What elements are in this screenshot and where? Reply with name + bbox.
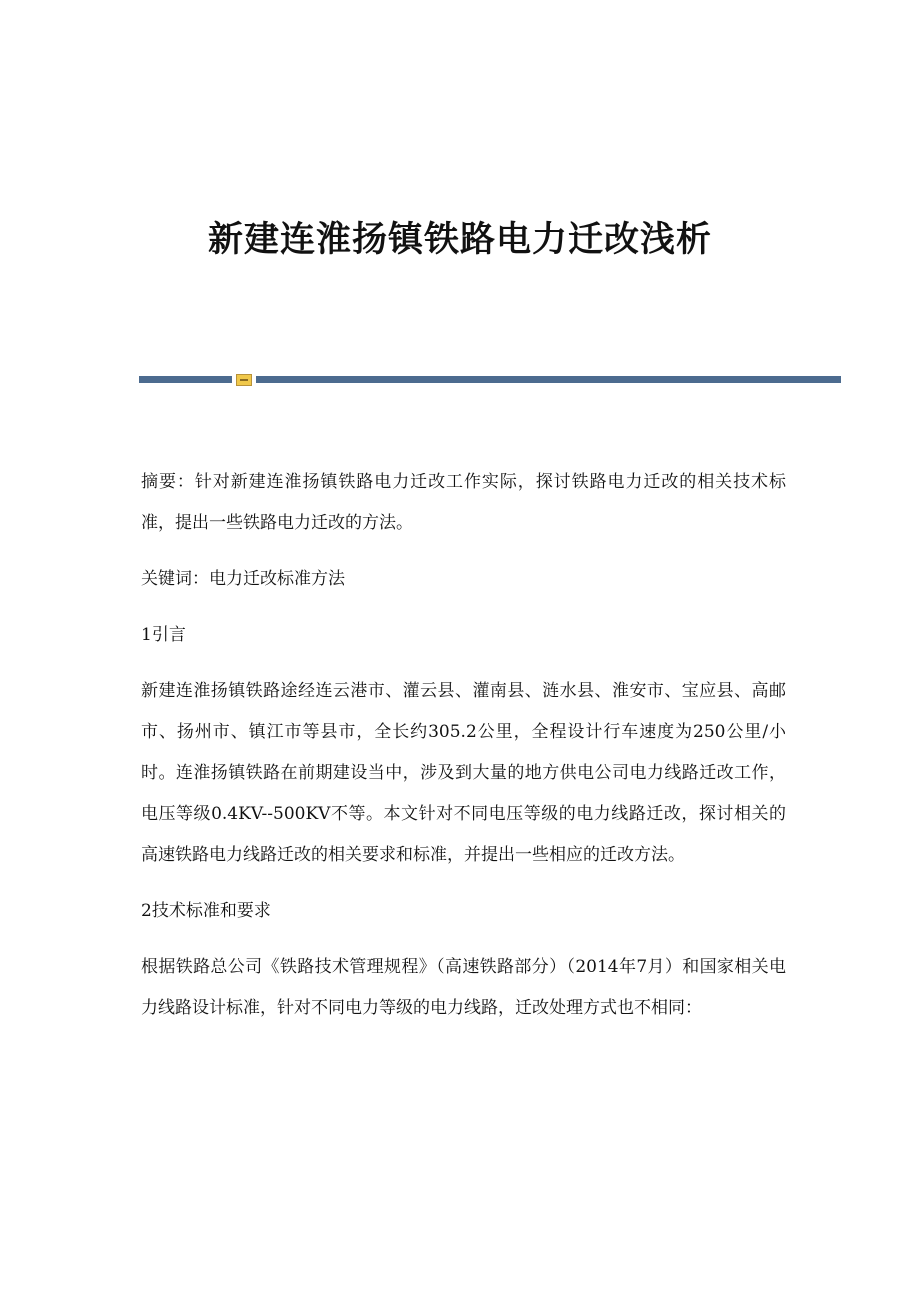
abstract-paragraph: 摘要：针对新建连淮扬镇铁路电力迁改工作实际，探讨铁路电力迁改的相关技术标准，提出一些铁路电力迁改的方法。	[141, 472, 786, 533]
keywords-paragraph: 关键词：电力迁改标准方法	[141, 569, 345, 589]
document-divider-icon	[236, 374, 252, 386]
title-divider	[139, 374, 841, 386]
divider-bar-left	[139, 376, 232, 383]
divider-bar-right	[256, 376, 841, 383]
page-title: 新建连淮扬镇铁路电力迁改浅析	[207, 219, 712, 260]
section-1-paragraph: 新建连淮扬镇铁路途经连云港市、灌云县、灌南县、涟水县、淮安市、宝应县、高邮市、扬州市、镇江市等县市，全长约305.2公里，全程设计行车速度为250公里/小时。连淮扬镇铁路在前期建设当中，涉及到大量的地方供电公司电力线路迁改工作，电压等级0.4KV--500KV不等。本文针对不同电压等级的电力线路迁改，探讨相关的高速铁路电力线路迁改的相关要求和标准，并提出一些相应的迁改方法。	[141, 681, 786, 865]
article-body	[141, 462, 786, 1044]
section-2-paragraph: 根据铁路总公司《铁路技术管理规程》（高速铁路部分）（2014年7月）和国家相关电力线路设计标准，针对不同电力等级的电力线路，迁改处理方式也不相同：	[141, 957, 786, 1018]
section-1-heading: 1引言	[141, 625, 186, 645]
section-2-heading: 2技术标准和要求	[141, 901, 271, 921]
